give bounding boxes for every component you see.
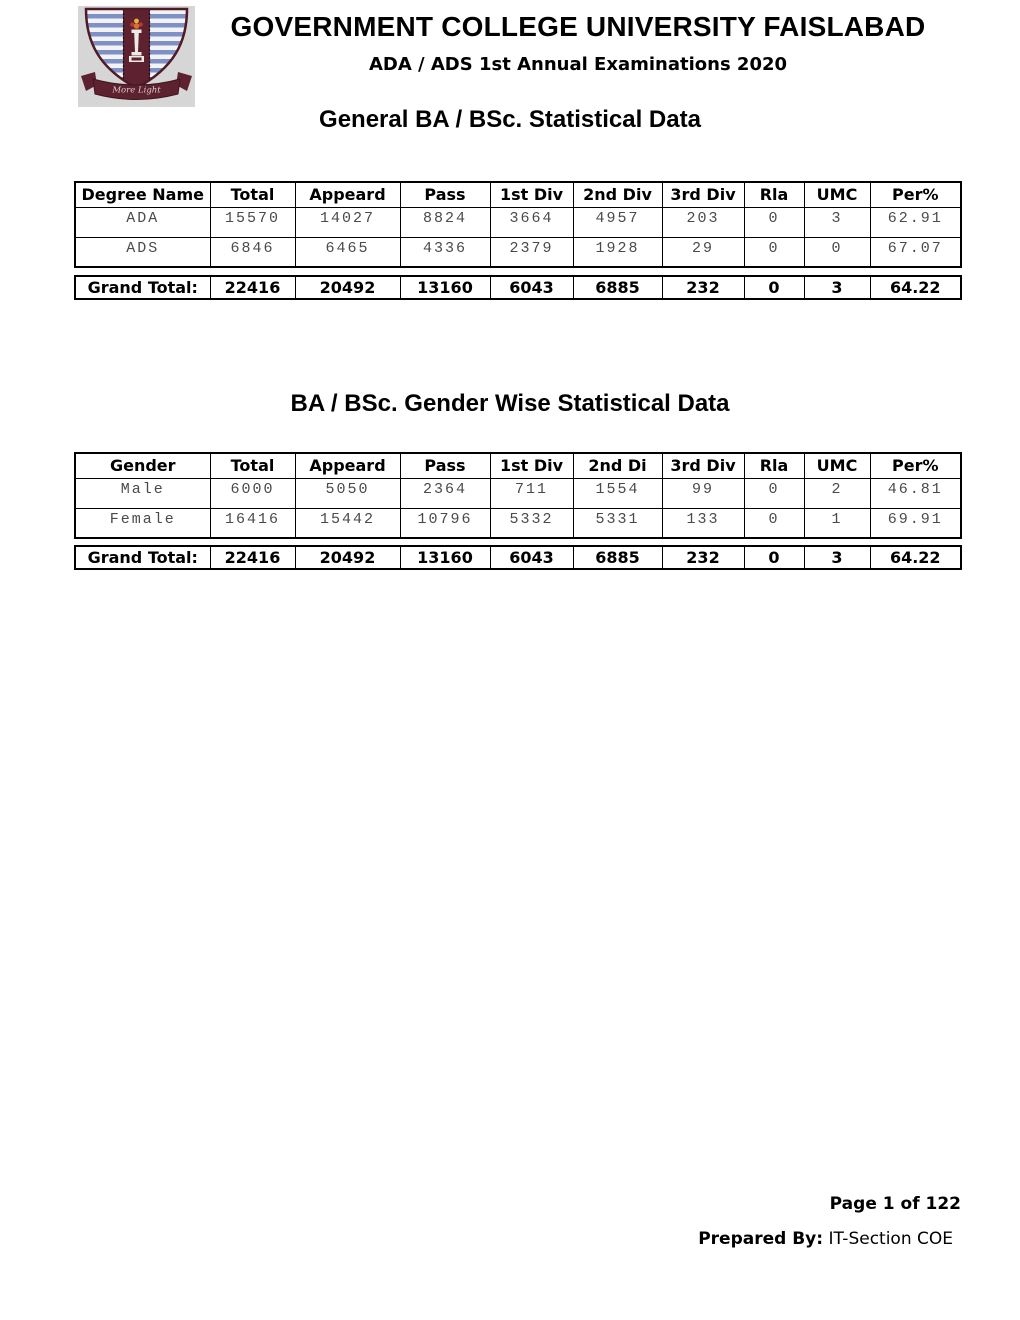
- footer-prepared-by: [453, 1229, 953, 1249]
- grand-total-value-cell: 20492: [295, 546, 400, 569]
- grand-total-value-cell: 6043: [490, 546, 573, 569]
- data-cell: 5050: [295, 478, 400, 508]
- document-title: GOVERNMENT COLLEGE UNIVERSITY FAISLABAD: [230, 11, 926, 42]
- grand-total-value-cell: 6043: [490, 276, 573, 299]
- grand-total-value-cell: 22416: [210, 276, 295, 299]
- column-header: Rla: [744, 182, 804, 207]
- grand-total-value-cell: 6885: [573, 276, 662, 299]
- data-cell: 14027: [295, 207, 400, 237]
- grand-total-table-gender: [74, 545, 962, 570]
- data-cell: 2379: [490, 237, 573, 267]
- data-cell: 2364: [400, 478, 490, 508]
- column-header: Gender: [75, 453, 210, 478]
- data-cell: 15570: [210, 207, 295, 237]
- column-header: 2nd Div: [573, 182, 662, 207]
- grand-total-value-cell: 20492: [295, 276, 400, 299]
- grand-total-value-cell: 3: [804, 546, 870, 569]
- column-header: Appeard: [295, 453, 400, 478]
- column-header: Per%: [870, 453, 961, 478]
- data-cell: 2: [804, 478, 870, 508]
- grand-total-value-cell: 13160: [400, 546, 490, 569]
- data-cell: 67.07: [870, 237, 961, 267]
- data-cell: 1: [804, 508, 870, 538]
- table-row: [75, 508, 961, 538]
- grand-total-row: [75, 546, 961, 569]
- column-header: UMC: [804, 182, 870, 207]
- row-label-cell: ADS: [75, 237, 210, 267]
- data-cell: 4336: [400, 237, 490, 267]
- grand-total-label-cell: Grand Total:: [75, 546, 210, 569]
- data-cell: 5331: [573, 508, 662, 538]
- table-row: [75, 237, 961, 267]
- header-row: [75, 453, 961, 478]
- table-row: [75, 207, 961, 237]
- column-header: Total: [210, 453, 295, 478]
- data-cell: 29: [662, 237, 744, 267]
- data-cell: 1554: [573, 478, 662, 508]
- logo-motto-text: More Light: [112, 85, 161, 96]
- column-header: 3rd Div: [662, 182, 744, 207]
- data-cell: 133: [662, 508, 744, 538]
- column-header: 3rd Div: [662, 453, 744, 478]
- data-cell: 1928: [573, 237, 662, 267]
- data-cell: 46.81: [870, 478, 961, 508]
- prepared-by-label: Prepared By:: [698, 1229, 824, 1249]
- column-header: UMC: [804, 453, 870, 478]
- grand-total-value-cell: 0: [744, 546, 804, 569]
- row-label-cell: Female: [75, 508, 210, 538]
- data-cell: 711: [490, 478, 573, 508]
- section-heading-general: General BA / BSc. Statistical Data: [319, 106, 701, 133]
- row-label-cell: Male: [75, 478, 210, 508]
- data-cell: 69.91: [870, 508, 961, 538]
- grand-total-row: [75, 276, 961, 299]
- column-header: Per%: [870, 182, 961, 207]
- data-cell: 16416: [210, 508, 295, 538]
- data-cell: 3664: [490, 207, 573, 237]
- statistics-table-gender: [74, 452, 962, 539]
- column-header: Degree Name: [75, 182, 210, 207]
- column-header: Total: [210, 182, 295, 207]
- data-cell: 6846: [210, 237, 295, 267]
- grand-total-value-cell: 22416: [210, 546, 295, 569]
- section-heading-gender: BA / BSc. Gender Wise Statistical Data: [290, 390, 730, 417]
- data-cell: 4957: [573, 207, 662, 237]
- data-cell: 8824: [400, 207, 490, 237]
- table-row: [75, 478, 961, 508]
- data-cell: 99: [662, 478, 744, 508]
- grand-total-value-cell: 3: [804, 276, 870, 299]
- column-header: 1st Div: [490, 182, 573, 207]
- column-header: Rla: [744, 453, 804, 478]
- grand-total-value-cell: 232: [662, 546, 744, 569]
- column-header: Pass: [400, 453, 490, 478]
- data-cell: 0: [744, 207, 804, 237]
- statistics-table-general: [74, 181, 962, 268]
- column-header: Pass: [400, 182, 490, 207]
- grand-total-value-cell: 64.22: [870, 276, 961, 299]
- data-cell: 10796: [400, 508, 490, 538]
- grand-total-value-cell: 232: [662, 276, 744, 299]
- grand-total-value-cell: 64.22: [870, 546, 961, 569]
- data-cell: 5332: [490, 508, 573, 538]
- data-cell: 6000: [210, 478, 295, 508]
- university-crest-logo: [78, 6, 195, 107]
- column-header: 2nd Di: [573, 453, 662, 478]
- grand-total-table-general: [74, 275, 962, 300]
- grand-total-value-cell: 0: [744, 276, 804, 299]
- data-cell: 0: [744, 478, 804, 508]
- grand-total-label-cell: Grand Total:: [75, 276, 210, 299]
- grand-total-value-cell: 6885: [573, 546, 662, 569]
- footer-page-number: Page 1 of 122: [829, 1194, 961, 1214]
- prepared-by-value: IT-Section COE: [828, 1229, 953, 1249]
- data-cell: 6465: [295, 237, 400, 267]
- data-cell: 3: [804, 207, 870, 237]
- data-cell: 62.91: [870, 207, 961, 237]
- column-header: Appeard: [295, 182, 400, 207]
- data-cell: 203: [662, 207, 744, 237]
- grand-total-value-cell: 13160: [400, 276, 490, 299]
- header-row: [75, 182, 961, 207]
- column-header: 1st Div: [490, 453, 573, 478]
- document-subtitle: ADA / ADS 1st Annual Examinations 2020: [368, 54, 788, 75]
- data-cell: 0: [744, 508, 804, 538]
- data-cell: 15442: [295, 508, 400, 538]
- data-cell: 0: [804, 237, 870, 267]
- row-label-cell: ADA: [75, 207, 210, 237]
- data-cell: 0: [744, 237, 804, 267]
